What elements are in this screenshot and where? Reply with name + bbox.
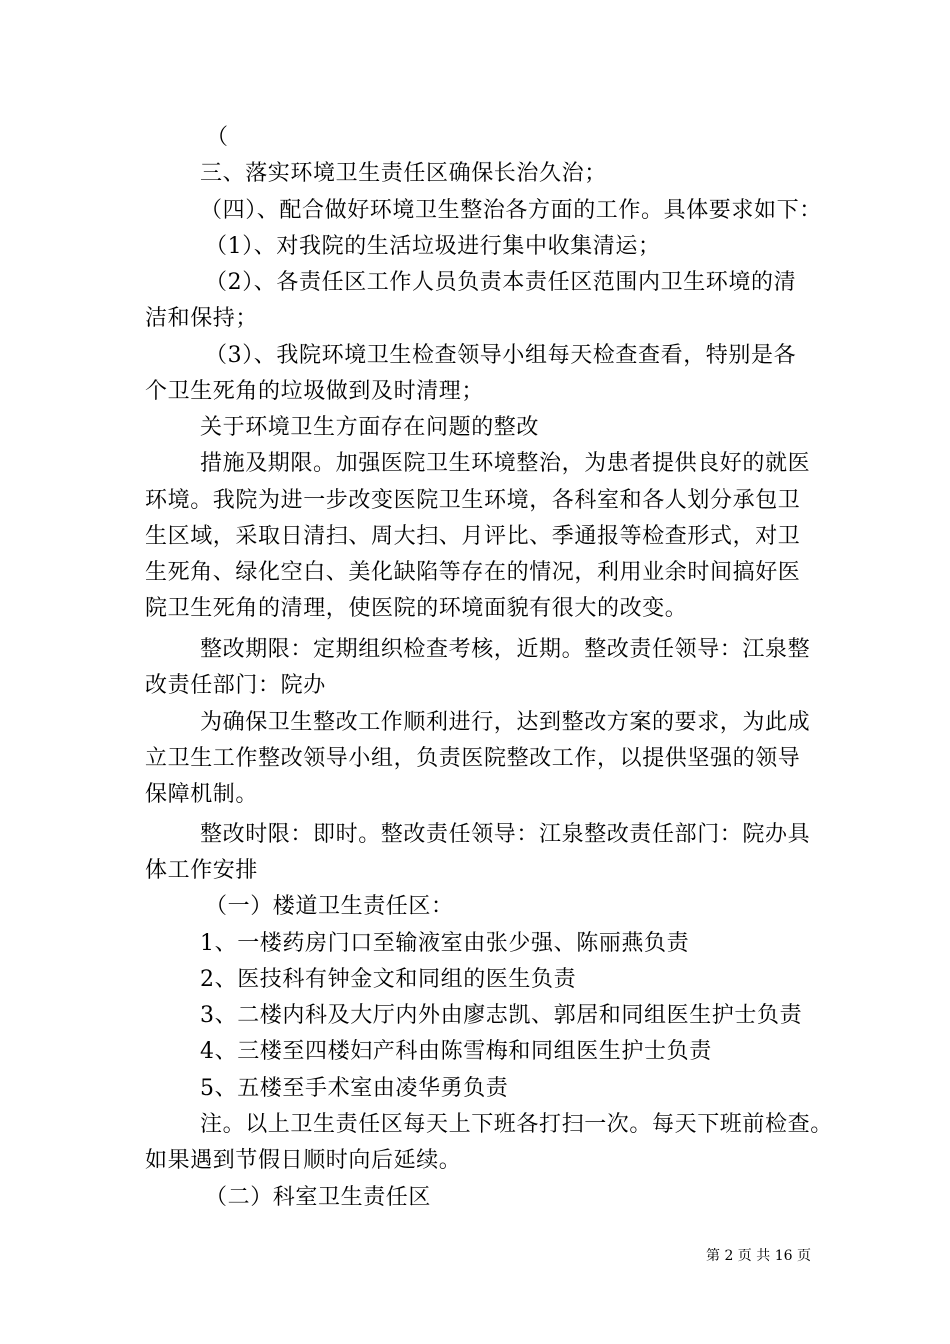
text-line: 生死角、绿化空白、美化缺陷等存在的情况，利用业余时间搞好医: [145, 560, 801, 585]
text-line: 院卫生死角的清理，使医院的环境面貌有很大的改变。: [145, 596, 688, 621]
text-line: （: [206, 125, 229, 150]
text-line: 生区域，采取日清扫、周大扫、月评比、季通报等检查形式，对卫: [145, 524, 801, 549]
text-line: 整改期限：定期组织检查考核，近期。整改责任领导：江泉整: [200, 637, 811, 662]
subsection-heading: （一）楼道卫生责任区：: [205, 894, 454, 919]
text-line: 整改时限：即时。整改责任领导：江泉整改责任部门：院办具: [200, 822, 811, 847]
section-heading: 三、落实环境卫生责任区确保长治久治；: [200, 161, 607, 186]
text-line: 措施及期限。加强医院卫生环境整治，为患者提供良好的就医: [200, 451, 811, 476]
list-item: 4、三楼至四楼妇产科由陈雪梅和同组医生护士负责: [200, 1039, 712, 1064]
note-line: 如果遇到节假日顺时向后延续。: [145, 1148, 462, 1173]
list-item: 2、医技科有钟金文和同组的医生负责: [200, 967, 577, 992]
list-item: 1、一楼药房门口至输液室由张少强、陈丽燕负责: [200, 931, 690, 956]
text-line: 环境。我院为进一步改变医院卫生环境，各科室和各人划分承包卫: [145, 488, 801, 513]
text-line: （2）、各责任区工作人员负责本责任区范围内卫生环境的清: [205, 270, 797, 295]
subsection-heading: （二）科室卫生责任区: [205, 1185, 432, 1210]
text-line: 体工作安排: [145, 858, 259, 883]
text-line: （1）、对我院的生活垃圾进行集中收集清运；: [205, 234, 661, 259]
text-line: 洁和保持；: [145, 306, 259, 331]
note-line: 注。以上卫生责任区每天上下班各打扫一次。每天下班前检查。: [200, 1112, 833, 1137]
text-line: 改责任部门：院办: [145, 673, 326, 698]
text-line: 立卫生工作整改领导小组，负责医院整改工作，以提供坚强的领导: [145, 746, 801, 771]
text-line: 为确保卫生整改工作顺利进行，达到整改方案的要求，为此成: [200, 710, 811, 735]
list-item: 5、五楼至手术室由凌华勇负责: [200, 1076, 509, 1101]
text-line: （3）、我院环境卫生检查领导小组每天检查查看，特别是各: [205, 343, 797, 368]
list-item: 3、二楼内科及大厅内外由廖志凯、郭居和同组医生护士负责: [200, 1003, 803, 1028]
text-line: 保障机制。: [145, 782, 259, 807]
text-line: （四）、配合做好环境卫生整治各方面的工作。具体要求如下：: [200, 198, 822, 223]
text-line: 个卫生死角的垃圾做到及时清理；: [145, 379, 485, 404]
page-number: 第 2 页 共 16 页: [706, 1248, 811, 1264]
text-line: 关于环境卫生方面存在问题的整改: [200, 415, 540, 440]
